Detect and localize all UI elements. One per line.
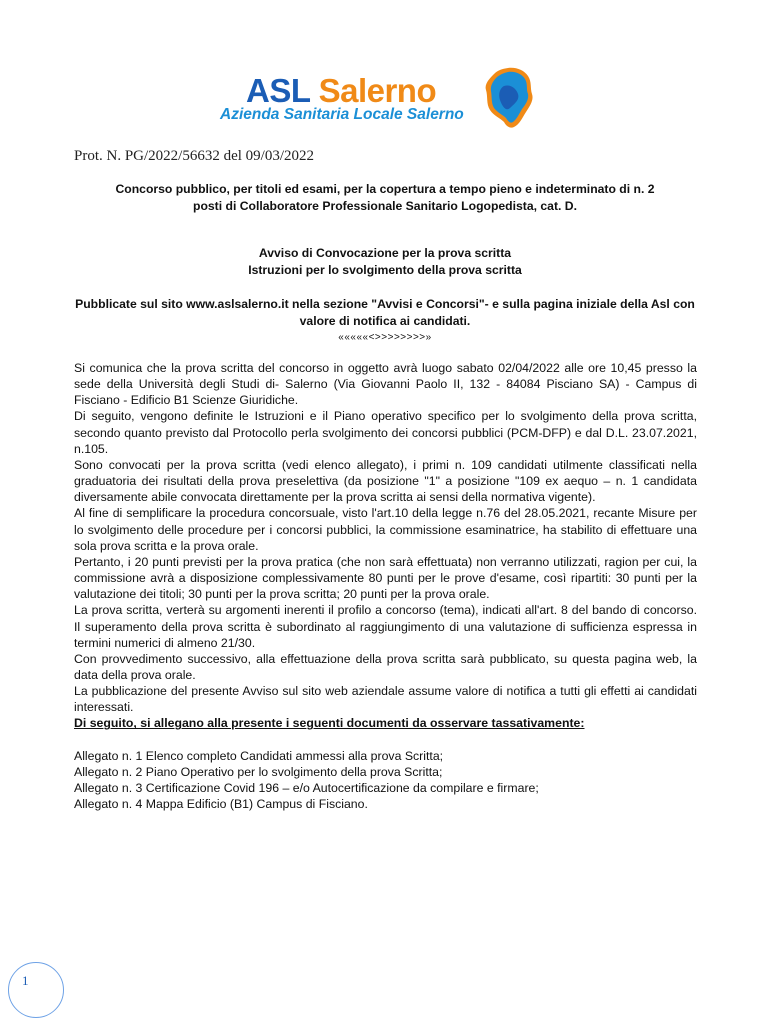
logo-title: [246, 74, 436, 107]
concorso-heading: [74, 181, 696, 215]
publication-note: [74, 296, 696, 330]
paragraph-notification: La pubblicazione del presente Avviso sul sito web aziendale assume valore di notifica a tutti gli effetti ai candidati interessati.: [74, 684, 697, 715]
publication-line-2: valore di notifica ai candidati.: [299, 314, 471, 328]
avviso-subheading: [74, 245, 696, 279]
paragraph-written-exam: La prova scritta, verterà su argomenti inerenti il profilo a concorso (tema), indicati all'art. 8 del bando di concorso. Il superamento della prova scritta è subordinato al raggiungimento di una valutazione di sufficienza espressa in termini numerici di almeno 21/30.: [74, 603, 697, 650]
attachments-heading: Di seguito, si allegano alla presente i seguenti documenti da osservare tassativamente:: [74, 716, 585, 731]
attachment-item: Allegato n. 3 Certificazione Covid 196 – e/o Autocertificazione da compilare e firmare;: [74, 780, 539, 795]
ornament-divider: «««««<>>>>>>>>»: [338, 332, 432, 343]
publication-line-1: Pubblicate sul sito www.aslsalerno.it nella sezione "Avvisi e Concorsi"- e sulla pagina iniziale della Asl con: [75, 297, 695, 311]
spacer: [74, 732, 697, 748]
paragraph-convocation: Sono convocati per la prova scritta (vedi elenco allegato), i primi n. 109 candidati utilmente classificati nella graduatoria dei risultati della prova preselettiva (da posizione "1" a posizione "109 ex aequo – n. 1 candidata diversamente abile convocata direttamente per la prova scritta ai sensi della normativa vigente).: [74, 457, 697, 505]
subheading-line-2: Istruzioni per lo svolgimento della prova scritta: [248, 263, 522, 277]
protocol-number: Prot. N. PG/2022/56632 del 09/03/2022: [74, 148, 315, 164]
attachment-item: Allegato n. 4 Mappa Edificio (B1) Campus di Fisciano.: [74, 797, 368, 812]
paragraph-oral-exam-date: Con provvedimento successivo, alla effettuazione della prova scritta sarà pubblicato, su questa pagina web, la data della prova orale.: [74, 651, 697, 682]
attachments-list: [74, 748, 697, 813]
logo-title-accent: Salerno: [318, 72, 437, 109]
page-number: 1: [22, 973, 29, 988]
paragraph-scoring: Pertanto, i 20 punti previsti per la prova pratica (che non sarà effettuata) non verranno utilizzati, ragion per cui, la commissione avrà a disposizione complessivamente 80 punti per le prove d'esame, così ripartiti: 30 punti per la valutazione dei titoli; 30 punti per la prova scritta; 20 punti per la prova orale.: [74, 554, 697, 602]
attachment-item: Allegato n. 1 Elenco completo Candidati ammessi alla prova Scritta;: [74, 748, 444, 763]
page-number-circle: [8, 962, 64, 1018]
subheading-line-1: Avviso di Convocazione per la prova scritta: [258, 246, 512, 260]
logo-subtitle: Azienda Sanitaria Locale Salerno: [220, 106, 464, 123]
heading-line-2: posti di Collaboratore Professionale Sanitario Logopedista, cat. D.: [193, 199, 577, 213]
heading-line-1: Concorso pubblico, per titoli ed esami, per la copertura a tempo pieno e indeterminato di n. 2: [115, 182, 655, 196]
asl-salerno-logo: [218, 66, 518, 136]
document-body: [74, 360, 697, 812]
paragraph-instructions: Di seguito, vengono definite le Istruzioni e il Piano operativo specifico per lo svolgimento della prova scritta, secondo quanto previsto dal Protocollo perla svolgimento dei concorsi pubblici (PCM-DFP) e dal D.L. 23.07.2021, n.105.: [74, 409, 697, 456]
campania-region-map-icon: [484, 66, 534, 130]
attachment-item: Allegato n. 2 Piano Operativo per lo svolgimento della prova Scritta;: [74, 764, 443, 779]
paragraph-date-location: Si comunica che la prova scritta del concorso in oggetto avrà luogo sabato 02/04/2022 alle ore 10,45 presso la sede della Università degli Studi di- Salerno (Via Giovanni Paolo II, 132 - 84084 Pisciano SA) - Campus di Fisciano - Edificio B1 Scienze Giuridiche.: [74, 361, 697, 408]
logo-title-main: ASL: [246, 72, 319, 109]
paragraph-simplification: Al fine di semplificare la procedura concorsuale, visto l'art.10 della legge n.76 del 28.05.2021, recante Misure per lo svolgimento delle procedure per i concorsi pubblici, la commissione esaminatrice, ha stabilito di effettuare una sola prova scritta e la prova orale.: [74, 506, 697, 553]
